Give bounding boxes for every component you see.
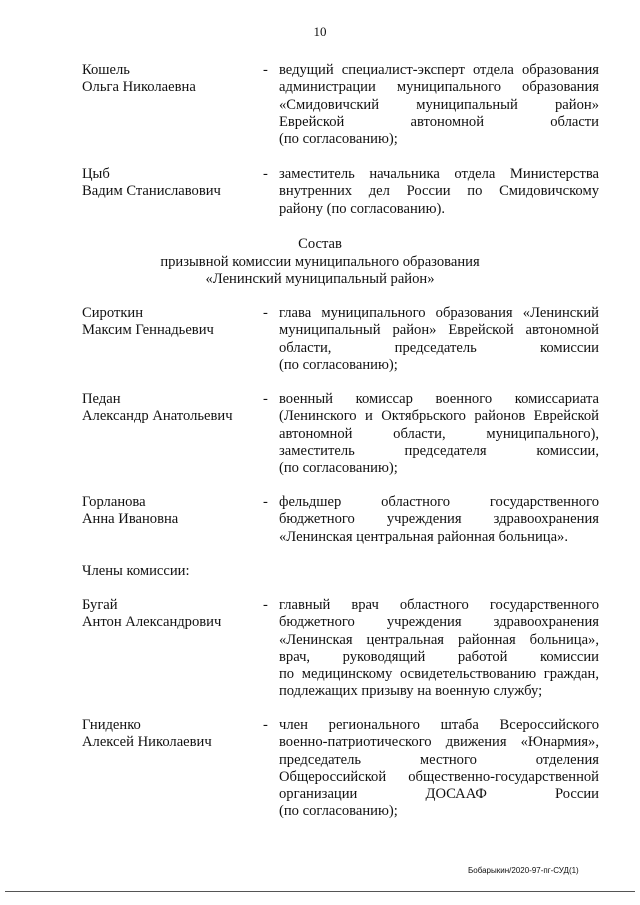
- position-line: внутренних дел России по Смидовичскому: [279, 183, 599, 200]
- member-name: [82, 305, 257, 340]
- position-line: заместитель начальника отдела Министерства: [279, 166, 599, 182]
- position-line: Общероссийской общественно-государственной: [279, 768, 599, 785]
- footer-divider: [5, 891, 635, 892]
- position-line: военно-патриотического движения «Юнармия»,: [279, 734, 599, 751]
- position-line: «Ленинская центральная районная больница».: [279, 528, 568, 545]
- member-name: [82, 597, 257, 632]
- position-line: району (по согласованию).: [279, 200, 446, 217]
- position-line: автономной области, муниципального),: [279, 425, 599, 442]
- member-given-names: Александр Анатольевич: [82, 408, 233, 425]
- member-surname: Кошель: [82, 62, 130, 78]
- position-line: ведущий специалист-эксперт отдела образования: [279, 62, 599, 78]
- member-surname: Цыб: [82, 166, 110, 182]
- member-surname: Педан: [82, 391, 121, 407]
- dash-separator: -: [263, 62, 268, 78]
- member-surname: Бугай: [82, 597, 118, 613]
- position-line: (по согласованию);: [279, 803, 398, 820]
- member-given-names: Анна Ивановна: [82, 511, 179, 528]
- position-line: области, председатель комиссии: [279, 339, 599, 356]
- member-name: [82, 62, 257, 97]
- member-position: [279, 717, 599, 821]
- member-position: [279, 597, 599, 701]
- position-line: (Ленинского и Октябрьского районов Еврейской: [279, 408, 599, 425]
- dash-separator: -: [263, 717, 268, 733]
- position-line: военный комиссар военного комиссариата: [279, 391, 599, 407]
- dash-separator: -: [263, 166, 268, 182]
- member-given-names: Антон Александрович: [82, 614, 222, 631]
- position-line: «Смидовичский муниципальный район»: [279, 96, 599, 113]
- position-line: (по согласованию);: [279, 460, 398, 477]
- position-line: глава муниципального образования «Ленинский: [279, 305, 599, 321]
- dash-separator: -: [263, 597, 268, 613]
- member-surname: Сироткин: [82, 305, 144, 321]
- position-line: организации ДОСААФ России: [279, 786, 599, 803]
- position-line: подлежащих призыву на военную службу;: [279, 683, 543, 700]
- dash-separator: -: [263, 305, 268, 321]
- position-line: администрации муниципального образования: [279, 79, 599, 96]
- member-given-names: Алексей Николаевич: [82, 734, 212, 751]
- member-given-names: Вадим Станиславович: [82, 183, 221, 200]
- section-title: Состав: [298, 236, 342, 252]
- position-line: «Ленинская центральная районная больница»,: [279, 631, 599, 648]
- member-surname: Гниденко: [82, 717, 141, 733]
- page-number: 10: [313, 24, 327, 39]
- member-given-names: Максим Геннадьевич: [82, 322, 214, 339]
- position-line: (по согласованию);: [279, 131, 398, 148]
- position-line: заместитель председателя комиссии,: [279, 442, 599, 459]
- member-surname: Горланова: [82, 494, 146, 510]
- member-name: [82, 166, 257, 201]
- member-position: [279, 391, 599, 477]
- dash-separator: -: [263, 391, 268, 407]
- section-subtitle: призывной комиссии муниципального образования: [160, 254, 480, 270]
- member-position: [279, 166, 599, 218]
- position-line: бюджетного учреждения здравоохранения: [279, 614, 599, 631]
- section-subtitle: «Ленинский муниципальный район»: [205, 271, 435, 287]
- dash-separator: -: [263, 494, 268, 510]
- position-line: врач, руководящий работой комиссии: [279, 648, 599, 665]
- position-line: муниципальный район» Еврейской автономной: [279, 322, 599, 339]
- member-name: [82, 717, 257, 752]
- position-line: бюджетного учреждения здравоохранения: [279, 511, 599, 528]
- member-position: [279, 305, 599, 374]
- position-line: председатель местного отделения: [279, 751, 599, 768]
- member-name: [82, 494, 257, 529]
- position-line: фельдшер областного государственного: [279, 494, 599, 510]
- member-name: [82, 391, 257, 426]
- position-line: главный врач областного государственного: [279, 597, 599, 613]
- member-given-names: Ольга Николаевна: [82, 79, 196, 96]
- position-line: член регионального штаба Всероссийского: [279, 717, 599, 733]
- member-position: [279, 494, 599, 546]
- member-position: [279, 62, 599, 148]
- document-code: Бобарыкин/2020-97-пг-СУД(1): [468, 866, 579, 875]
- position-line: (по согласованию);: [279, 356, 398, 373]
- position-line: Еврейской автономной области: [279, 113, 599, 130]
- position-line: по медицинскому освидетельствованию граждан,: [279, 666, 599, 683]
- members-label: Члены комиссии:: [82, 563, 190, 579]
